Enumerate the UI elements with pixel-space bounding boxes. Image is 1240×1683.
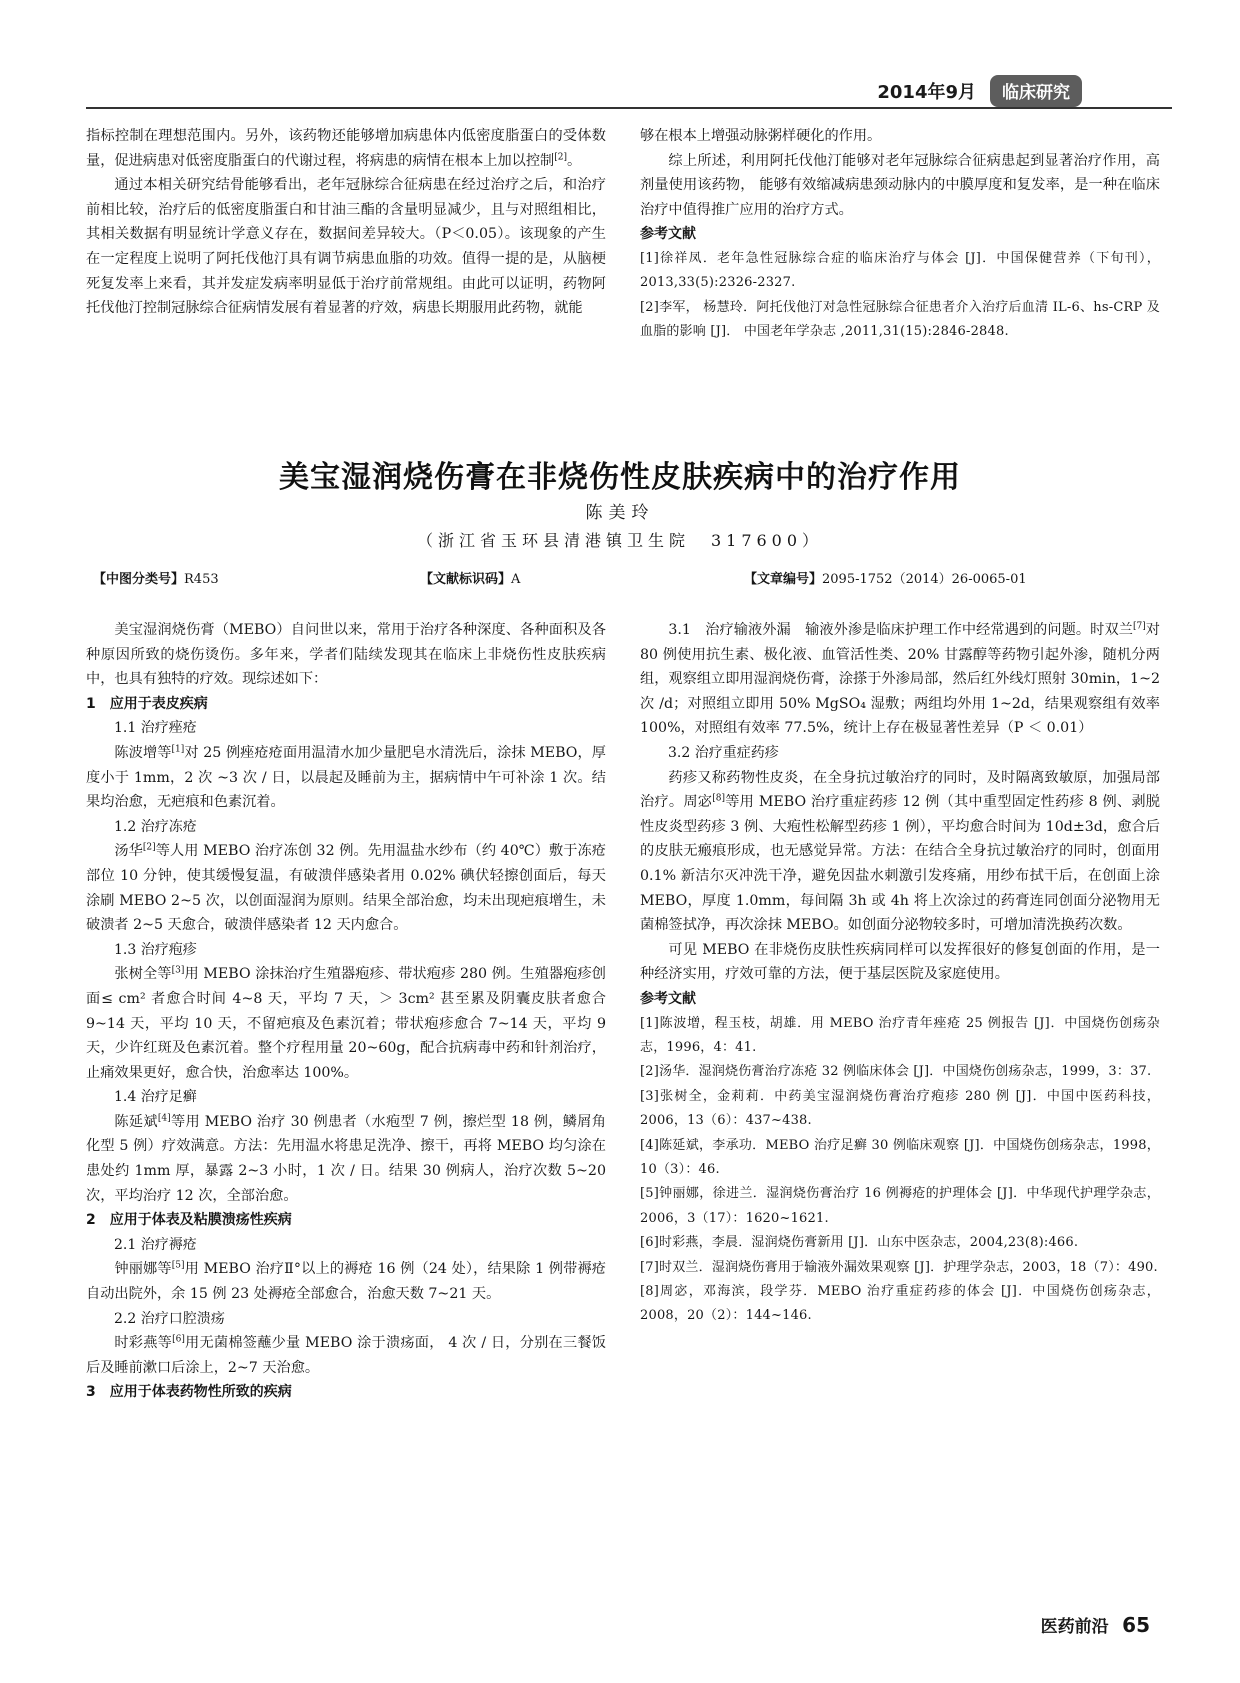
reference-item: [6]时彩燕，李晨．湿润烧伤膏新用 [J]．山东中医杂志，2004,23(8):466. [640, 1235, 1079, 1251]
page-number: 65 [1122, 1613, 1150, 1637]
paragraph: 综上所述，利用阿托伐他汀能够对老年冠脉综合征病患起到显著治疗作用，高剂量使用该药物， 能够有效缩减病患颈动脉内的中膜厚度和复发率，是一种在临床治疗中值得推广应用的治疗方式。 [640, 152, 1160, 218]
classification-number: 【中图分类号】R453 [93, 572, 219, 587]
citation: [2] [554, 151, 567, 162]
subsection-heading: 1.3 治疗疱疹 [114, 941, 197, 958]
citation: [1] [171, 744, 185, 755]
running-header [877, 75, 1082, 107]
paragraph: 时彩燕等[6]用无菌棉签蘸少量 MEBO 涂于溃疡面， 4 次 / 日，分别在三餐饭后及睡前漱口后涂上，2~7 天治愈。 [86, 1334, 606, 1376]
section-heading: 3 应用于体表药物性所致的疾病 [86, 1384, 292, 1401]
subsection-heading: 1.1 治疗痤疮 [114, 720, 197, 737]
reference-item: [3]张树全，金莉莉．中药美宝湿润烧伤膏治疗疱疹 280 例 [J]．中国中医药科技，2006，13（6）：437~438. [640, 1088, 1160, 1129]
section-heading: 1 应用于表皮疾病 [86, 695, 208, 712]
references-heading: 参考文献 [640, 226, 696, 243]
citation: [4] [157, 1113, 171, 1124]
paragraph: 张树全等[3]用 MEBO 涂抹治疗生殖器疱疹、带状疱疹 280 例。生殖器疱疹创面≤ cm² 者愈合时间 4~8 天，平均 7 天，＞ 3cm² 甚至累及阴囊皮肤者愈合 9~14 天，平均 10 天，不留疤痕及色素沉着；带状疱疹愈合 7~14 天，平均 9 天，少许红斑及色素沉着。整个疗程用量 20~60g，配合抗病毒中药和针剂治疗，止痛效果更好，愈合快，治愈率达 100%。 [86, 965, 606, 1081]
citation: [7] [1132, 621, 1146, 632]
subsection-heading: 3.1 治疗输液外漏 [668, 622, 791, 638]
article-affiliation: （浙江省玉环县清港镇卫生院 317600） [416, 531, 824, 550]
article-right-column [640, 618, 1160, 1329]
subsection-heading: 2.1 治疗褥疮 [114, 1236, 197, 1253]
reference-item: [7]时双兰．湿润烧伤膏用于输液外漏效果观察 [J]．护理学杂志，2003，18（7）：490. [640, 1259, 1158, 1275]
reference-item: [1]陈波增，程玉枝，胡雄．用 MEBO 治疗青年痤疮 25 例报告 [J]．中国烧伤创疡杂志，1996，4：41. [640, 1015, 1160, 1055]
article-author: 陈美玲 [585, 503, 655, 523]
prev-article-right-column [640, 124, 1160, 345]
prev-article-left-column [86, 124, 606, 321]
paragraph: 药疹又称药物性皮炎，在全身抗过敏治疗的同时，及时隔离致敏原，加强局部治疗。周宓[8]等用 MEBO 治疗重症药疹 12 例（其中重型固定性药疹 8 例、剥脱性皮炎型药疹 3 例、大疱性松解型药疹 1 例），平均愈合时间为 10d±3d，愈合后的皮肤无瘢痕形成，也无感觉异常。方法：在结合全身抗过敏治疗的同时，创面用 0.1% 新洁尔灭冲洗干净，避免因盐水刺激引发疼痛，用纱布拭干后，在创面上涂 MEBO，厚度 1.0mm，每间隔 3h 或 4h 将上次涂过的药膏连同创面分泌物用无菌棉签拭净，再次涂抹 MEBO。如创面分泌物较多时，可增加清洗换药次数。 [640, 769, 1160, 934]
paragraph: 汤华[2]等人用 MEBO 治疗冻创 32 例。先用温盐水纱布（约 40℃）敷于冻疮部位 10 分钟，使其缓慢复温，有破溃伴感染者用 0.02% 碘伏轻擦创面后，每天涂刷 MEBO 2~5 次，以创面湿润为原则。结果全部治愈，均未出现疤痕增生，未破溃者 2~5 天愈合，破溃伴感染者 12 天内愈合。 [86, 842, 606, 934]
subsection-heading: 1.4 治疗足癣 [114, 1089, 197, 1106]
article-left-column [86, 618, 606, 1405]
paragraph: 陈延斌[4]等用 MEBO 治疗 30 例患者（水疱型 7 例，擦烂型 18 例，鳞屑角化型 5 例）疗效满意。方法：先用温水将患足洗净、擦干，再将 MEBO 均匀涂在患处约 1mm 厚，暴露 2~3 小时，1 次 / 日。结果 30 例病人，治疗次数 5~20 次，平均治疗 12 次，全部治愈。 [86, 1113, 606, 1204]
reference-item: [8]周宓，邓海滨，段学芬．MEBO 治疗重症药疹的体会 [J]．中国烧伤创疡杂志，2008，20（2）：144~146. [640, 1283, 1160, 1324]
paragraph: 通过本相关研究结骨能够看出，老年冠脉综合征病患在经过治疗之后，和治疗前相比较，治疗后的低密度脂蛋白和甘油三酯的含量明显减少，且与对照组相比，其相关数据有明显统计学意义存在，数据间差异较大。（P＜0.05）。该现象的产生在一定程度上说明了阿托伐他汀具有调节病患血脂的功效。值得一提的是，从脑梗死复发率上来看，其并发症发病率明显低于治疗前常规组。由此可以证明，药物阿托伐他汀控制冠脉综合征病情发展有着显著的疗效，病患长期服用此药物，就能 [86, 177, 606, 317]
header-rule [86, 107, 1172, 109]
page-footer [1041, 1612, 1150, 1637]
intro-paragraph: 美宝湿润烧伤膏（MEBO）自问世以来，常用于治疗各种深度、各种面积及各种原因所致的烧伤烫伤。多年来，学者们陆续发现其在临床上非烧伤性皮肤疾病中，也具有独特的疗效。现综述如下： [86, 622, 606, 688]
citation: [6] [172, 1334, 185, 1345]
article-number: 【文章编号】2095-1752（2014）26-0065-01 [744, 572, 1027, 587]
journal-name: 医药前沿 [1040, 1617, 1109, 1637]
citation: [5] [171, 1260, 185, 1271]
issue-date: 2014年9月 [877, 82, 976, 103]
references-heading: 参考文献 [640, 990, 696, 1007]
paragraph: 3.1 治疗输液外漏 输液外渗是临床护理工作中经常遇到的问题。时双兰[7]对 80 例使用抗生素、极化液、血管活性类、20% 甘露醇等药物引起外渗，随机分两组，观察组立即用湿润烧伤膏，涂搽于外渗局部，然后红外线灯照射 30min，1~2 次 /d；对照组立即用 50% MgSO₄ 湿敷；两组均外用 1~2d，结果观察组有效率 100%，对照组有效率 77.5%，统计上存在极显著性差异（P ＜ 0.01） [640, 621, 1160, 737]
conclusion-paragraph: 可见 MEBO 在非烧伤皮肤性疾病同样可以发挥很好的修复创面的作用，是一种经济实用，疗效可靠的方法，便于基层医院及家庭使用。 [640, 941, 1160, 983]
reference-item: [5]钟丽娜，徐进兰．湿润烧伤膏治疗 16 例褥疮的护理体会 [J]．中华现代护理学杂志，2006，3（17）：1620~1621. [640, 1186, 1160, 1226]
subsection-heading: 1.2 治疗冻疮 [114, 818, 197, 835]
citation: [2] [142, 842, 156, 853]
paragraph: 钟丽娜等[5]用 MEBO 治疗Ⅱ°以上的褥疮 16 例（24 处），结果除 1 例带褥疮自动出院外，余 15 例 23 处褥疮全部愈合，治愈天数 7~21 天。 [86, 1260, 606, 1303]
citation: [8] [712, 793, 725, 804]
citation: [3] [171, 965, 185, 976]
reference-item: [2]汤华．湿润烧伤膏治疗冻疮 32 例临床体会 [J]．中国烧伤创疡杂志，1999，3：37. [640, 1064, 1152, 1080]
subsection-heading: 3.2 治疗重症药疹 [668, 744, 779, 761]
reference-item: [4]陈延斌，李承功．MEBO 治疗足癣 30 例临床观察 [J]．中国烧伤创疡杂志，1998，10（3）：46. [640, 1137, 1160, 1177]
section-heading: 2 应用于体表及粘膜溃疡性疾病 [86, 1212, 292, 1229]
paragraph: 陈波增等[1]对 25 例痤疮疮面用温清水加少量肥皂水清洗后，涂抹 MEBO，厚度小于 1mm，2 次 ~3 次 / 日，以晨起及睡前为主，据病情中午可补涂 1 次。结果均治愈，无疤痕和色素沉着。 [86, 744, 606, 811]
paragraph: 够在根本上增强动脉粥样硬化的作用。 [640, 128, 882, 144]
reference-item: [1]徐祥凤．老年急性冠脉综合症的临床治疗与体会 [J]．中国保健营养（下旬刊），2013,33(5):2326-2327. [640, 250, 1160, 291]
section-badge: 临床研究 [990, 75, 1082, 107]
document-code: 【文献标识码】A [420, 572, 521, 587]
paragraph: 指标控制在理想范围内。另外，该药物还能够增加病患体内低密度脂蛋白的受体数量，促进病患对低密度脂蛋白的代谢过程，将病患的病情在根本上加以控制[2]。 [86, 128, 606, 169]
article-title: 美宝湿润烧伤膏在非烧伤性皮肤疾病中的治疗作用 [279, 460, 961, 495]
subsection-heading: 2.2 治疗口腔溃疡 [114, 1310, 225, 1327]
reference-item: [2]李军， 杨慧玲．阿托伐他汀对急性冠脉综合征患者介入治疗后血清 IL-6、hs-CRP 及血脂的影响 [J]． 中国老年学杂志 ,2011,31(15):2846-2848. [640, 299, 1160, 340]
